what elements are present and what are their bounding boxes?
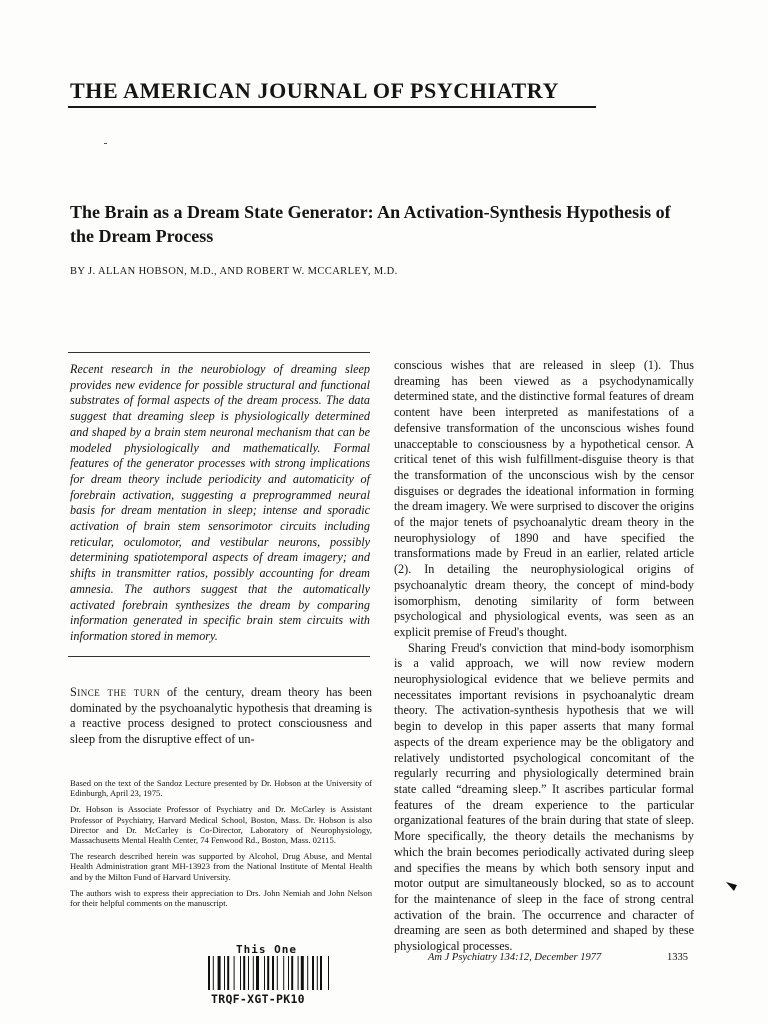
barcode-code: TRQF-XGT-PK10 — [211, 992, 305, 1006]
article-title: The Brain as a Dream State Generator: An Activation-Synthesis Hypothesis of the Dream Process — [70, 202, 671, 246]
margin-arrow-icon — [726, 880, 738, 892]
footnote-affiliations: Dr. Hobson is Associate Professor of Psychiatry and Dr. McCarley is Assistant Professor of Psychiatry, Harvard Medical School, Boston, Mass. Dr. Hobson is also Director and Dr. McCarley is Co-Director, Laboratory of Neurophysiology, Massachusetts Mental Health Center, 74 Fenwood Rd., Boston, Mass. 02115. — [70, 804, 372, 846]
page-number: 1335 — [667, 952, 688, 963]
title-rule — [68, 106, 596, 108]
barcode — [208, 956, 370, 990]
intro-paragraph — [70, 685, 372, 748]
journal-title: THE AMERICAN JOURNAL OF PSYCHIATRY — [70, 78, 559, 103]
stamp-text: This One — [236, 943, 297, 956]
abstract: Recent research in the neurobiology of dreaming sleep provides new evidence for possible structural and functional substrates of formal aspects of the dream process. The data suggest that dreaming sleep is physiologically determined and shaped by a brain stem neuronal mechanism that can be modeled physiologically and mathematically. Formal features of the generator processes with strong implications for dream theory include periodicity and automaticity of forebrain activation, suggesting a preprogrammed neural basis for dream mentation in sleep; intense and sporadic activation of brain stem sensorimotor circuits including reticular, oculomotor, and vestibular neurons, possibly determining spatiotemporal aspects of dream imagery; and shifts in transmitter ratios, possibly accounting for dream amnesia. The authors suggest that the automatically activated forebrain synthesizes the dream by comparing information generated in specific brain stem circuits with information stored in memory. — [70, 362, 370, 643]
abstract-top-rule — [68, 352, 370, 353]
footnote-lecture: Based on the text of the Sandoz Lecture presented by Dr. Hobson at the University of Edinburgh, April 23, 1975. — [70, 778, 372, 799]
body-paragraph: conscious wishes that are released in sleep (1). Thus dreaming has been viewed as a psychodynamically determined state, and the distinctive formal features of dream content have been interpreted as manifestations of a defensive transformation of the unconscious wishes found unacceptable to consciousness by a hypothetical censor. A critical tenet of this wish fulfillment-disguise theory is that the transformation of the unconscious wish by the censor disguises or degrades the ideational information in forming the dream imagery. We were surprised to discover the origins of the major tenets of psychoanalytic dream theory in the neurophysiology of 1890 and have specified the transformations made by Freud in an earlier, related article (2). In detailing the neurophysiological origins of psychoanalytic dream theory, the concept of mind-body isomorphism, denoting similarity of form between psychological and physiological events, was seen as an explicit premise of Freud's thought. — [394, 358, 694, 639]
right-column — [394, 358, 694, 955]
footnotes — [70, 778, 372, 914]
body-paragraph: Sharing Freud's conviction that mind-body isomorphism is a valid approach, we will now review modern neurophysiological evidence that we believe permits and necessitates important revisions in psychoanalytic dream theory. The activation-synthesis hypothesis that we will begin to develop in this paper asserts that many formal aspects of the dream experience may be the obligatory and relatively undistorted psychological concomitant of the regularly recurring and physiologically determined brain state called “dreaming sleep.” It ascribes particular formal features of the dream experience to the particular organizational features of the brain during that state of sleep. More specifically, the theory details the mechanisms by which the brain becomes periodically activated during sleep and specifies the means by which both sensory input and motor output are simultaneously blocked, so as to account for the maintenance of sleep in the face of strong central activation of the brain. The occurrence and character of dreaming are seen as both determined and shaped by these physiological processes. — [394, 640, 694, 954]
abstract-bottom-rule — [68, 656, 370, 657]
intro-lead: Since the turn — [70, 685, 161, 699]
footnote-funding: The research described herein was supported by Alcohol, Drug Abuse, and Mental Health Administration grant MH-13923 from the National Institute of Mental Health and by the Milton Fund of Harvard University. — [70, 851, 372, 882]
byline: BY J. ALLAN HOBSON, M.D., AND ROBERT W. MCCARLEY, M.D. — [70, 266, 398, 277]
footnote-acknowledgements: The authors wish to express their appreciation to Drs. John Nemiah and John Nelson for their helpful comments on the manuscript. — [70, 887, 372, 909]
journal-citation: Am J Psychiatry 134:12, December 1977 — [428, 952, 602, 963]
stray-mark — [104, 143, 107, 144]
intro-text: of the century, dream theory has been dominated by the psychoanalytic hypothesis that dreaming is a reactive process designed to protect consciousness and sleep from the disruptive effect of un- — [70, 685, 372, 747]
